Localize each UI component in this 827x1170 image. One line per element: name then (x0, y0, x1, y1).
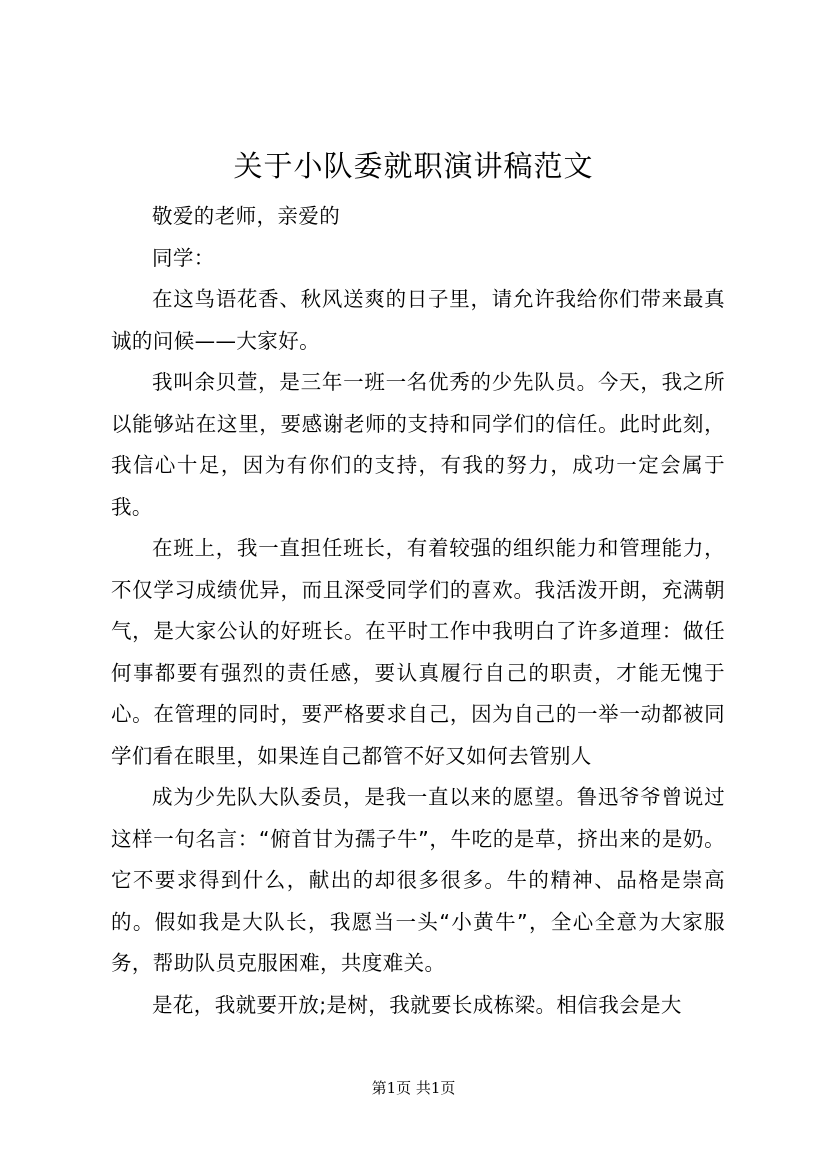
document-title: 关于小队委就职演讲稿范文 (233, 149, 594, 183)
paragraph-salutation-1: 敬爱的老师，亲爱的 (152, 204, 341, 228)
paragraph-experience: 在班上，我一直担任班长，有着较强的组织能力和管理能力，不仅学习成绩优异，而且深受同学们的喜欢。我活泼开朗，充满朝气，是大家公认的好班长。在平时工作中我明白了许多道理：做任何事都要有强烈的责任感，要认真履行自己的职责，才能无愧于心。在管理的同时，要严格要求自己，因为自己的一举一动都被同学们看在眼里，如果连自己都管不好又如何去管别人 (111, 536, 725, 768)
paragraph-introduction: 我叫余贝萱，是三年一班一名优秀的少先队员。今天，我之所以能够站在这里，要感谢老师的支持和同学们的信任。此时此刻，我信心十足，因为有你们的支持，有我的努力，成功一定会属于我。 (111, 370, 725, 519)
paragraph-aspiration: 成为少先队大队委员，是我一直以来的愿望。鲁迅爷爷曾说过这样一句名言：“俯首甘为孺子牛”，牛吃的是草，挤出来的是奶。它不要求得到什么，献出的却很多很多。牛的精神、品格是崇高的。假如我是大队长，我愿当一头“小黄牛”，全心全意为大家服务，帮助队员克服困难，共度难关。 (111, 785, 725, 975)
document-body (111, 196, 725, 1026)
paragraph-closing: 是花，我就要开放;是树，我就要长成栋梁。相信我会是大 (152, 992, 682, 1017)
paragraph-salutation-2: 同学： (152, 245, 215, 270)
page-footer: 第1页 共1页 (371, 1079, 456, 1097)
paragraph-greeting: 在这鸟语花香、秋风送爽的日子里，请允许我给你们带来最真诚的问候——大家好。 (111, 287, 725, 353)
